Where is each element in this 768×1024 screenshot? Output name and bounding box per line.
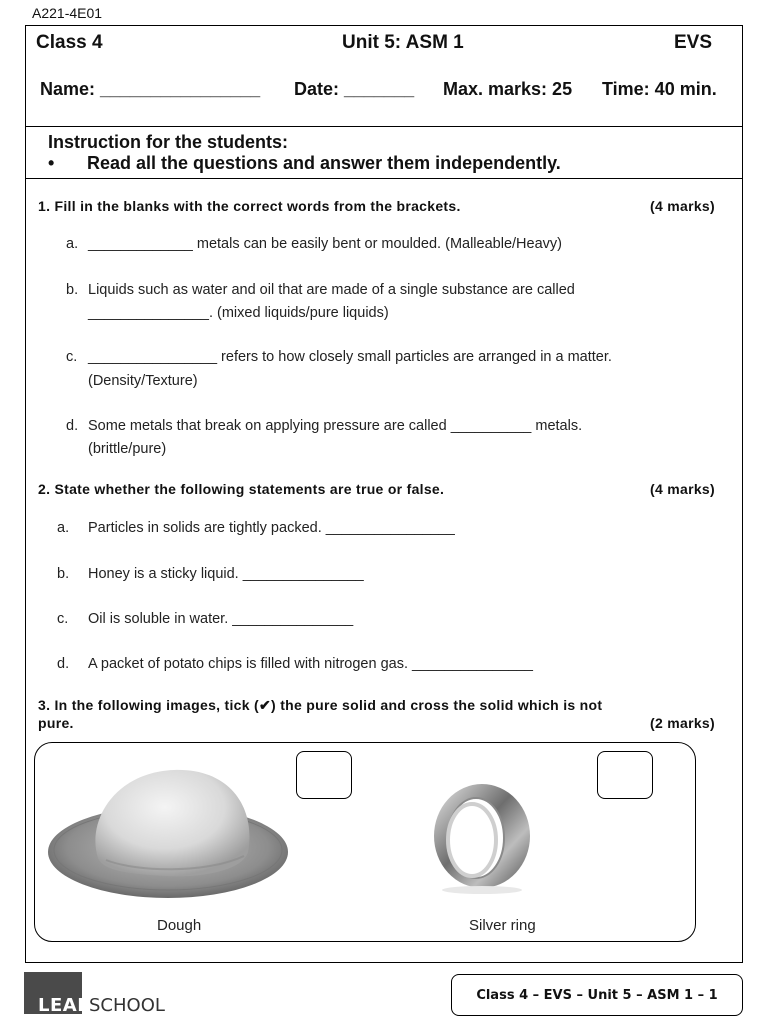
date-field-label: Date: _______ — [294, 79, 415, 99]
subject-label: EVS — [674, 32, 713, 53]
q1-item-letter: c. — [66, 349, 78, 365]
silver-ring-caption: Silver ring — [469, 917, 536, 934]
q2-item-letter: b. — [57, 566, 70, 582]
q1-item-text: Some metals that break on applying pressure are called __________ metals. — [88, 418, 583, 434]
q2-item-text: Particles in solids are tightly packed. ________________ — [88, 520, 455, 536]
answer-box-dough[interactable] — [296, 751, 352, 799]
q3-heading: 3. In the following images, tick (✔) the pure solid and cross the solid which is not — [38, 697, 603, 713]
q2-item-letter: d. — [57, 656, 70, 672]
bullet-icon: • — [48, 153, 55, 173]
q3-marks: (2 marks) — [650, 715, 715, 731]
time-label: Time: 40 min. — [602, 79, 717, 99]
dough-caption: Dough — [157, 917, 202, 934]
q1-item-letter: a. — [66, 236, 79, 252]
logo-school: SCHOOL — [89, 995, 165, 1016]
silver-ring-image — [426, 778, 538, 896]
answer-box-silver-ring[interactable] — [597, 751, 653, 799]
max-marks-label: Max. marks: 25 — [443, 79, 573, 99]
q1-item-text-cont: (Density/Texture) — [88, 373, 198, 389]
instructions-title: Instruction for the students: — [48, 132, 288, 152]
q3-heading-cont: pure. — [38, 715, 74, 731]
q2-item-letter: a. — [57, 520, 70, 536]
q1-item-text: _____________ metals can be easily bent or moulded. (Malleable/Heavy) — [88, 236, 562, 252]
header-divider — [25, 126, 743, 127]
q2-item-text: Honey is a sticky liquid. _______________ — [88, 566, 364, 582]
q1-heading: 1. Fill in the blanks with the correct words from the brackets. — [38, 198, 461, 214]
q1-item-text: ________________ refers to how closely small particles are arranged in a matter. — [88, 349, 612, 365]
q1-item-letter: d. — [66, 418, 79, 434]
q2-heading: 2. State whether the following statements are true or false. — [38, 481, 445, 497]
q1-marks: (4 marks) — [650, 198, 715, 214]
q2-item-text: Oil is soluble in water. _______________ — [88, 611, 354, 627]
footer-text: Class 4 – EVS – Unit 5 – ASM 1 – 1 — [476, 987, 718, 1003]
logo-lead: LEAD — [38, 995, 93, 1016]
name-field-label: Name: ________________ — [40, 79, 261, 99]
q2-item-text: A packet of potato chips is filled with nitrogen gas. _______________ — [88, 656, 533, 672]
instructions-text: Read all the questions and answer them independently. — [87, 153, 561, 173]
footer-label-box — [451, 974, 743, 1016]
unit-label: Unit 5: ASM 1 — [342, 32, 464, 53]
q1-item-letter: b. — [66, 282, 79, 298]
class-label: Class 4 — [36, 32, 103, 53]
q1-item-text-cont: (brittle/pure) — [88, 441, 167, 457]
q1-item-text-cont: _______________. (mixed liquids/pure liquids) — [88, 305, 389, 321]
q2-marks: (4 marks) — [650, 481, 715, 497]
page-code: A221-4E01 — [32, 5, 103, 21]
instructions-divider — [25, 178, 743, 179]
q1-item-text: Liquids such as water and oil that are made of a single substance are called — [88, 282, 575, 298]
dough-image — [46, 760, 292, 904]
q2-item-letter: c. — [57, 611, 69, 627]
